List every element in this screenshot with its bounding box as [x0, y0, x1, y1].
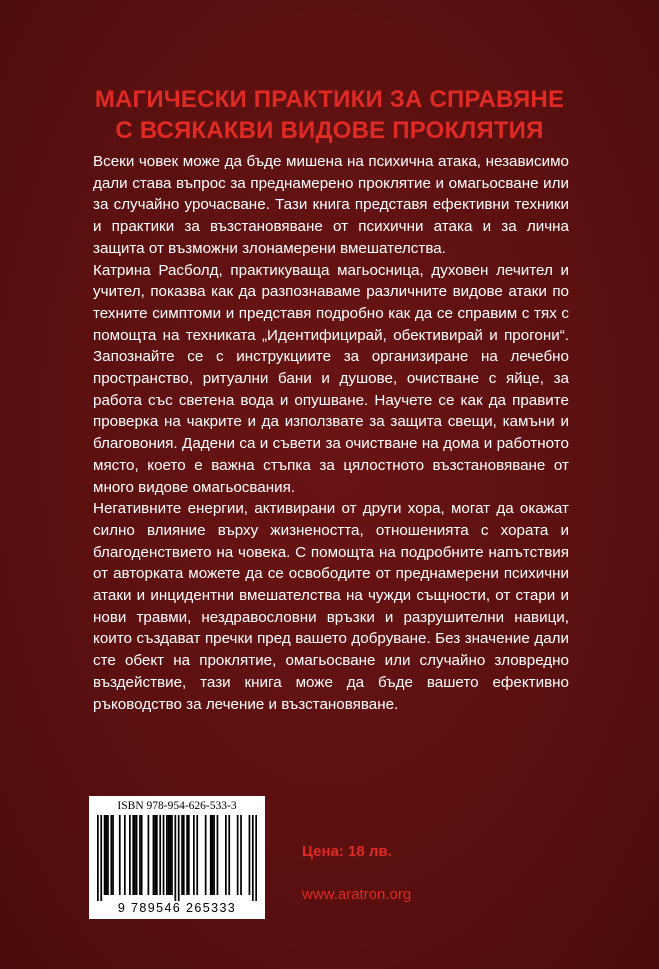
barcode-bar — [171, 815, 173, 895]
barcode-bar — [148, 815, 150, 895]
barcode-bar — [129, 815, 131, 895]
barcode-bar — [205, 815, 207, 895]
isbn-number: ISBN 978-954-626-533-3 — [117, 800, 237, 812]
barcode-bar — [107, 815, 109, 895]
barcode-bar — [188, 815, 190, 895]
blurb-text — [93, 151, 569, 715]
barcode-bar — [136, 815, 138, 895]
barcode-bar — [217, 815, 219, 895]
barcode-bar — [119, 815, 121, 895]
barcode-bar — [112, 815, 114, 895]
barcode-bar — [168, 815, 170, 895]
barcode-bar — [159, 815, 161, 895]
barcode-bar — [183, 815, 185, 895]
barcode-bar — [178, 815, 180, 901]
barcode-bar — [193, 815, 195, 895]
blurb-paragraph-2: Катрина Расболд, практикуваща магьосница, духовен лечител и учител, показва как да разпознаваме различните видове атаки по техните симптоми и представя подробно как да се справим с тях с помощта на техниката „Идентифицирай, обективирай и прогони“. Запознайте се с инструкциите за организиране на лечебно пространство, ритуални бани и душове, очистване с яйце, за работа със светена вода и опушване. Научете се как да правите проверка на чакрите и да използвате за защита свещи, камъни и благовония. Дадени са и съвети за очистване на дома и работното място, което е важна стъпка за цялостното възстановяване от много видове омагьосвания. — [93, 261, 569, 496]
barcode-bar — [134, 815, 136, 895]
barcode-bar — [249, 815, 251, 895]
ean-digits: 9 789546 265333 — [117, 901, 237, 915]
barcode-bar — [100, 815, 102, 901]
barcode-bar — [210, 815, 212, 895]
barcode-bar — [124, 815, 126, 895]
barcode-bar — [240, 815, 242, 895]
barcode-bar — [186, 815, 188, 895]
barcode-bar — [163, 815, 165, 895]
barcode-bar — [153, 815, 155, 895]
barcode-bar — [141, 815, 143, 895]
barcode-bar — [105, 815, 107, 895]
barcode-bar — [225, 815, 227, 895]
barcode-bar — [97, 815, 99, 901]
barcode-bar — [166, 815, 168, 895]
barcode-bar — [139, 815, 141, 895]
barcode-bar — [196, 815, 198, 895]
barcode-bar — [104, 815, 106, 895]
barcode-bar — [156, 815, 158, 895]
blurb-paragraph-1: Всеки човек може да бъде мишена на психична атака, независимо дали става въпрос за преднамерено проклятие и омагьосване или за случайно урочасване. Тази книга представя ефективни техники и практики за възстановяване от психични атака и за лична защита от възможни злонамерени вмешателства. — [93, 153, 569, 257]
price-label: Цена: 18 лв. — [302, 843, 392, 860]
barcode — [89, 796, 265, 919]
barcode-bar — [212, 815, 214, 895]
barcode-bar — [154, 815, 156, 895]
barcode-bar — [174, 815, 176, 901]
barcode-bar — [169, 815, 171, 895]
cover-title — [40, 84, 619, 146]
blurb-paragraph-3: Негативните енергии, активирани от други хора, могат да окажат силно влияние върху жизнеността, отношенията с хората и благоденствието на човека. С помощта на подробните напътствия от авторката можете да се освободите от преднамерени психични атаки и инцидентни вмешателства на чужди същности, от стари и нови травми, нездравословни връзки и разрушителни навици, които създават пречки пред вашето добруване. Без значение дали сте обект на проклятие, омагьосване или случайно зловредно въздействие, тази книга може да бъде вашето ефективно ръководство за лечение и възстановяване. — [93, 500, 569, 713]
barcode-bar — [237, 815, 239, 895]
cover-title-line-2: С ВСЯКАКВИ ВИДОВЕ ПРОКЛЯТИЯ — [115, 117, 544, 144]
barcode-bar — [255, 815, 257, 901]
barcode-bar — [110, 815, 112, 895]
barcode-bar — [228, 815, 230, 895]
barcode-bars — [97, 815, 257, 901]
barcode-bar — [213, 815, 215, 895]
barcode-bar — [181, 815, 183, 895]
barcode-bar — [252, 815, 254, 901]
barcode-bar — [132, 815, 134, 895]
cover-title-line-1: МАГИЧЕСКИ ПРАКТИКИ ЗА СПРАВЯНЕ — [94, 86, 565, 113]
publisher-website: www.aratron.org — [302, 886, 412, 903]
